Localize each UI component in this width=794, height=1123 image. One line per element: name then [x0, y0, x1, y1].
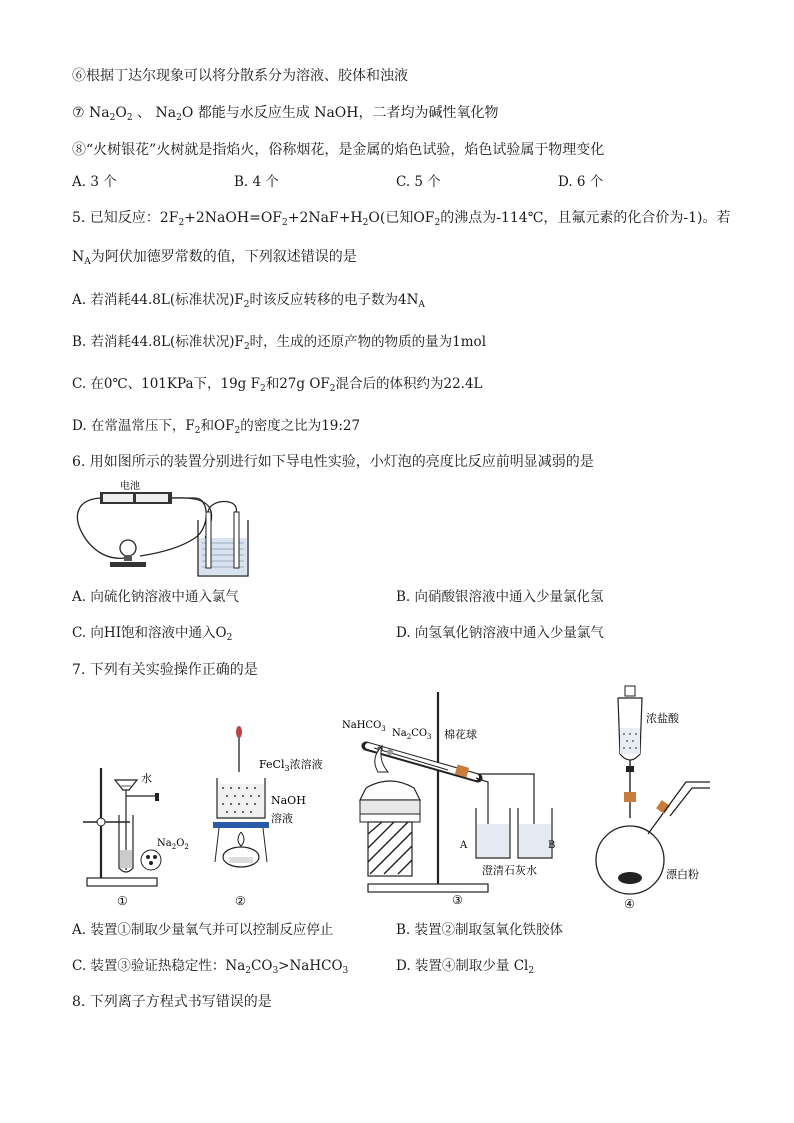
apparatus-1-number: ① — [117, 894, 128, 908]
na2o2-part: O — [176, 838, 185, 849]
inner-tube-icon — [374, 748, 448, 770]
q5b-part: 时，生成的还原产物的物质的量为1mol — [249, 334, 487, 350]
na2o2-part: Na — [157, 838, 172, 849]
na2o2-sub: 2 — [184, 843, 189, 851]
q5-part: 的沸点为-114℃，且氟元素的化合价为-1)。若 — [440, 210, 731, 226]
q5-sub: A — [84, 257, 91, 267]
q5c-sub: 2 — [329, 384, 336, 394]
conductivity-apparatus-figure — [70, 478, 280, 578]
q5-part: O(已知OF — [368, 210, 435, 226]
statement-6-text: ⑥根据丁达尔现象可以将分散系分为溶液、胶体和浊液 — [72, 68, 408, 84]
battery-label: 电池 — [120, 481, 140, 492]
q6-option-b[interactable]: B. 向硝酸银溶液中通入少量氯化氢 — [396, 589, 604, 605]
q7c-sub: 3 — [272, 966, 279, 976]
q5-sub: 2 — [362, 218, 369, 228]
bulb-icon — [120, 540, 136, 556]
wire-gauze-icon — [213, 822, 269, 828]
na2o2-sub: 2 — [171, 843, 177, 851]
na2o2-label — [157, 838, 189, 851]
fecl3-part: 浓溶液 — [289, 758, 323, 771]
q7c-part: C. 装置③验证热稳定性：Na — [72, 958, 246, 974]
q5b-part: B. 若消耗44.8L(标准状况)F — [72, 334, 244, 350]
s7-part: ⑦ — [72, 105, 90, 121]
na2co3-sub: 2 — [406, 733, 412, 741]
q4-option-c[interactable]: C. 5 个 — [396, 174, 441, 190]
label-b: B — [548, 840, 556, 851]
apparatus-2-figure — [205, 722, 335, 910]
q5c-part: 混合后的体积约为22.4L — [335, 376, 483, 392]
q7-option-c[interactable] — [72, 956, 348, 981]
q7-stem: 7. 下列有关实验操作正确的是 — [72, 662, 258, 678]
statement-6 — [72, 66, 408, 86]
q5-part: N — [72, 249, 85, 265]
q6-option-c[interactable] — [72, 623, 232, 648]
q7d-sub: 2 — [528, 966, 535, 976]
statement-8 — [72, 140, 604, 160]
apparatus-1-figure — [75, 760, 200, 910]
q7-option-a[interactable]: A. 装置①制取少量氧气并可以控制反应停止 — [72, 922, 334, 938]
s7-sub: 2 — [176, 113, 182, 123]
statement-7 — [72, 103, 499, 128]
q5c-part: 和27g OF — [265, 376, 330, 392]
q5a-part: 时该反应转移的电子数为4N — [249, 292, 419, 308]
apparatus-4-number: ④ — [624, 897, 635, 911]
q4-option-d[interactable]: D. 6 个 — [558, 174, 604, 190]
q5c-part: C. 在0℃、101KPa下，19g F — [72, 376, 260, 392]
q7c-part: >NaHCO — [278, 958, 343, 974]
conc-hcl-label: 浓盐酸 — [646, 712, 679, 725]
cotton-ball-label: 棉花球 — [444, 728, 477, 741]
q5-option-b[interactable] — [72, 332, 486, 357]
alcohol-lamp-icon — [360, 781, 420, 800]
q5a-sub: 2 — [243, 300, 250, 310]
s7-part: 、 — [132, 105, 156, 121]
q5a-sub: A — [418, 300, 425, 310]
q5-sub: 2 — [434, 218, 441, 228]
q4-option-a[interactable]: A. 3 个 — [72, 174, 117, 190]
na2co3-part: CO — [411, 728, 428, 739]
naoh-label-2: 溶液 — [271, 812, 293, 825]
water-label: 水 — [141, 772, 152, 785]
apparatus-4-figure — [586, 684, 726, 912]
q5b-sub: 2 — [243, 342, 250, 352]
q7c-sub: 3 — [342, 966, 349, 976]
q4-option-b[interactable]: B. 4 个 — [234, 174, 279, 190]
q5-part: +2NaOH=OF — [184, 210, 283, 226]
s7-part: O 都能与水反应生成 NaOH，二者均为碱性氧化物 — [181, 105, 499, 121]
q7c-part: CO — [251, 958, 273, 974]
s7-part: O — [115, 105, 127, 121]
q5d-sub: 2 — [234, 426, 241, 436]
q8-stem: 8. 下列离子方程式书写错误的是 — [72, 994, 272, 1010]
q7-option-b[interactable]: B. 装置②制取氢氧化铁胶体 — [396, 922, 564, 938]
q5c-sub: 2 — [259, 384, 266, 394]
q7d-part: D. 装置④制取少量 Cl — [396, 958, 529, 974]
fecl3-label — [259, 757, 323, 773]
s7-part: Na — [89, 105, 110, 121]
s7-sub: 2 — [126, 113, 133, 123]
fecl3-part: FeCl — [259, 758, 285, 771]
limewater-label: 澄清石灰水 — [482, 864, 537, 877]
q6c-part: C. 向HI饱和溶液中通入O — [72, 625, 227, 641]
s7-part: Na — [155, 105, 177, 121]
na2co3-label — [392, 728, 432, 741]
nahco3-sub: 3 — [381, 725, 386, 733]
statement-8-text: ⑧“火树银花”火树就是指焰火，俗称烟花，是金属的焰色试验，焰色试验属于物理变化 — [72, 142, 605, 158]
q5d-sub: 2 — [194, 426, 201, 436]
q5-sub: 2 — [178, 218, 185, 228]
q5a-part: A. 若消耗44.8L(标准状况)F — [72, 292, 244, 308]
q5-part: +2NaF+H — [287, 210, 363, 226]
na2co3-sub: 3 — [427, 733, 432, 741]
q5d-part: 的密度之比为19:27 — [240, 418, 361, 434]
q5d-part: 和OF — [200, 418, 235, 434]
apparatus-2-number: ② — [235, 894, 246, 908]
q6c-sub: 2 — [226, 633, 233, 643]
nahco3-part: NaHCO — [342, 720, 382, 731]
naoh-label: NaOH — [271, 794, 306, 807]
q7-option-d[interactable] — [396, 956, 534, 981]
q5-sub: 2 — [282, 218, 288, 228]
label-a: A — [460, 840, 468, 851]
nahco3-label — [342, 720, 386, 733]
q5-option-d[interactable] — [72, 416, 360, 441]
separatory-funnel-icon — [115, 780, 137, 790]
q5-option-c[interactable] — [72, 374, 483, 399]
flame-icon — [238, 832, 244, 846]
q6-stem: 6. 用如图所示的装置分别进行如下导电性实验，小灯泡的亮度比反应前明显减弱的是 — [72, 454, 594, 470]
apparatus-3-number: ③ — [452, 893, 463, 907]
bleaching-powder-label: 漂白粉 — [666, 868, 699, 881]
q5-option-a[interactable] — [72, 290, 425, 315]
q6-option-a[interactable]: A. 向硫化钠溶液中通入氯气 — [72, 589, 239, 605]
apparatus-3-figure — [338, 688, 563, 910]
na2co3-part: Na — [392, 728, 407, 739]
q7c-sub: 2 — [245, 966, 252, 976]
s7-sub: 2 — [109, 113, 116, 123]
q5-stem-line1 — [72, 208, 730, 233]
fecl3-sub: 3 — [284, 764, 290, 773]
q5d-part: D. 在常温常压下，F — [72, 418, 195, 434]
q5-stem-line2 — [72, 247, 357, 272]
q5-part: 为阿伏加德罗常数的值，下列叙述错误的是 — [90, 249, 357, 265]
q6-option-d[interactable]: D. 向氢氧化钠溶液中通入少量氯气 — [396, 625, 604, 641]
q5-part: 5. 已知反应：2F — [72, 210, 179, 226]
